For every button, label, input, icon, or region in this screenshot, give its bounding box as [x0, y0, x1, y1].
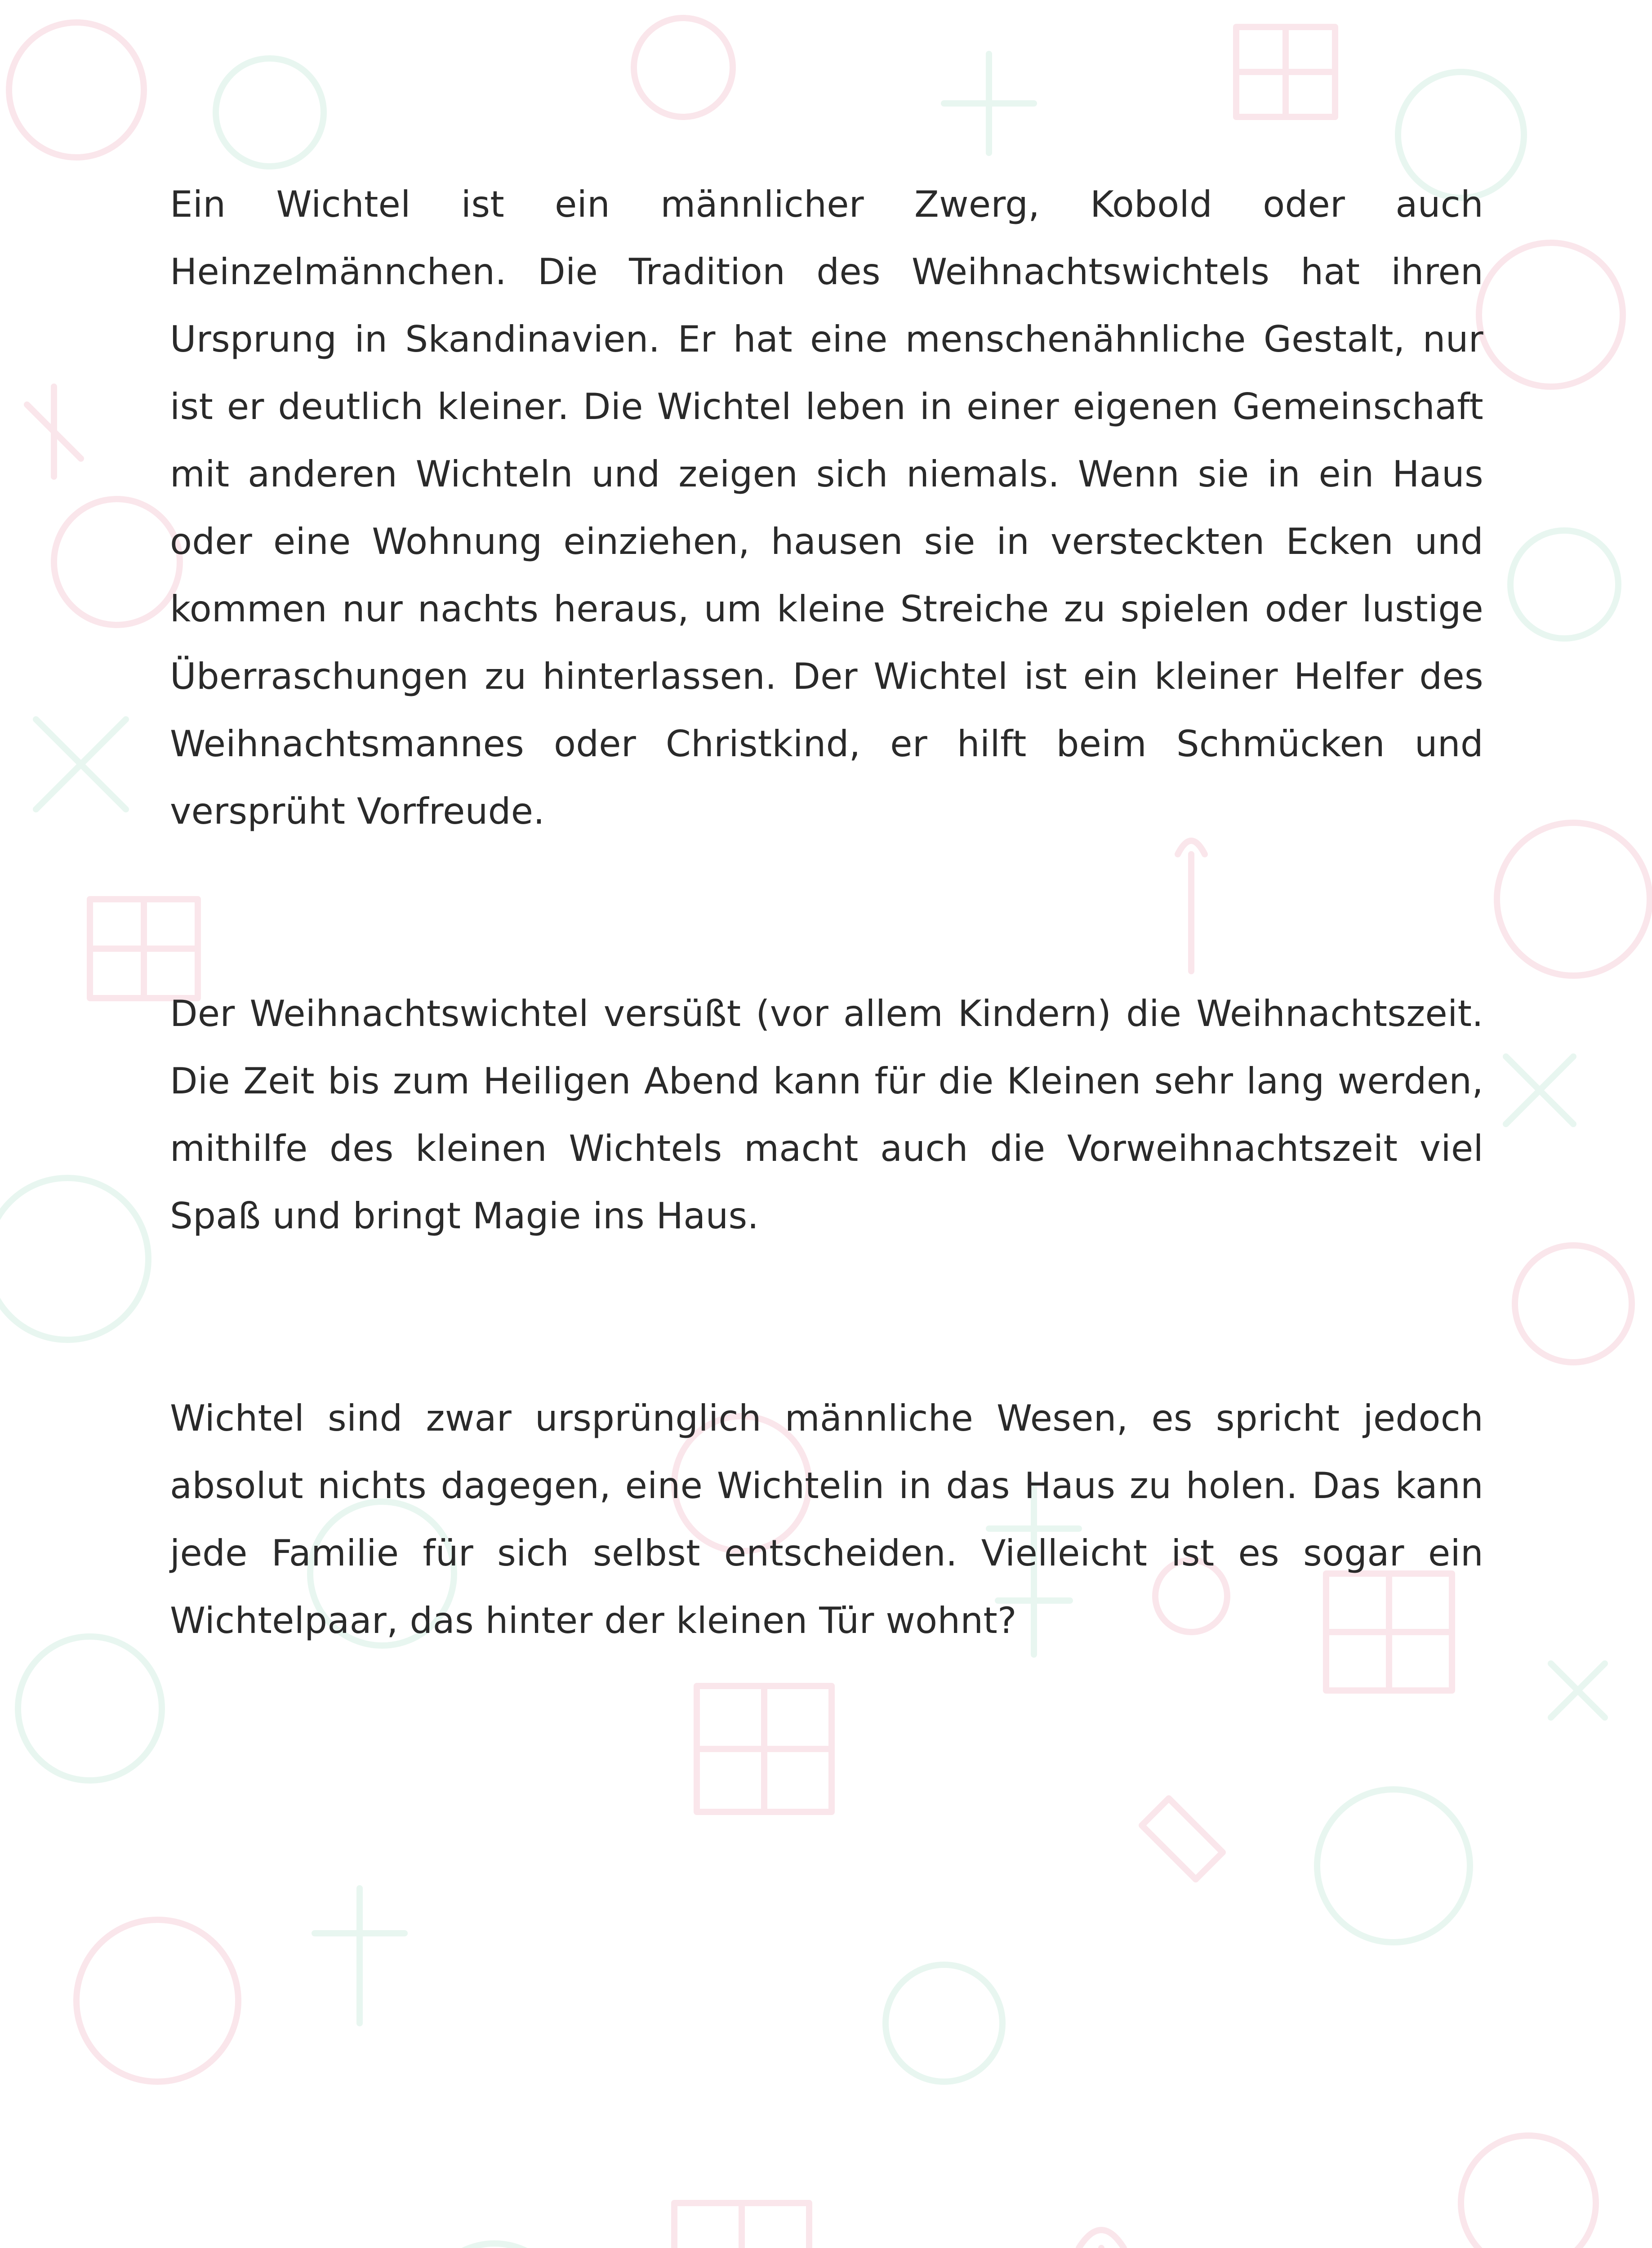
paragraph-3: Wichtel sind zwar ursprünglich männliche Wesen, es spricht jedoch absolut nichts dagegen, eine Wichtelin in das Haus zu holen. Das kann jede Familie für sich selbst entscheiden. Vielleicht ist es sogar ein Wichtelpaar, das hinter der kleinen Tür wohnt?: [170, 1397, 1483, 1641]
paragraph-1: Ein Wichtel ist ein männlicher Zwerg, Kobold oder auch Heinzelmännchen. Die Tradition des Weihnachtswichtels hat ihren Ursprung in Skandinavien. Er hat eine menschenähnliche Gestalt, nur ist er deutlich kleiner. Die Wichtel leben in einer eigenen Gemeinschaft mit anderen Wichteln und zeigen sich niemals. Wenn sie in ein Haus oder eine Wohnung einziehen, hausen sie in versteckten Ecken und kommen nur nachts heraus, um kleine Streiche zu spielen oder lustige Überraschungen zu hinterlassen. Der Wichtel ist ein kleiner Helfer des Weihnachtsmannes oder Christkind, er hilft beim Schmücken und versprüht Vorfreude.: [170, 183, 1483, 832]
paragraph-2: Der Weihnachtswichtel versüßt (vor allem Kindern) die Weihnachtszeit. Die Zeit bis zum Heiligen Abend kann für die Kleinen sehr lang werden, mithilfe des kleinen Wichtels macht auch die Vorweihnachtszeit viel Spaß und bringt Magie ins Haus.: [170, 993, 1483, 1237]
article-body: [170, 171, 1483, 1655]
